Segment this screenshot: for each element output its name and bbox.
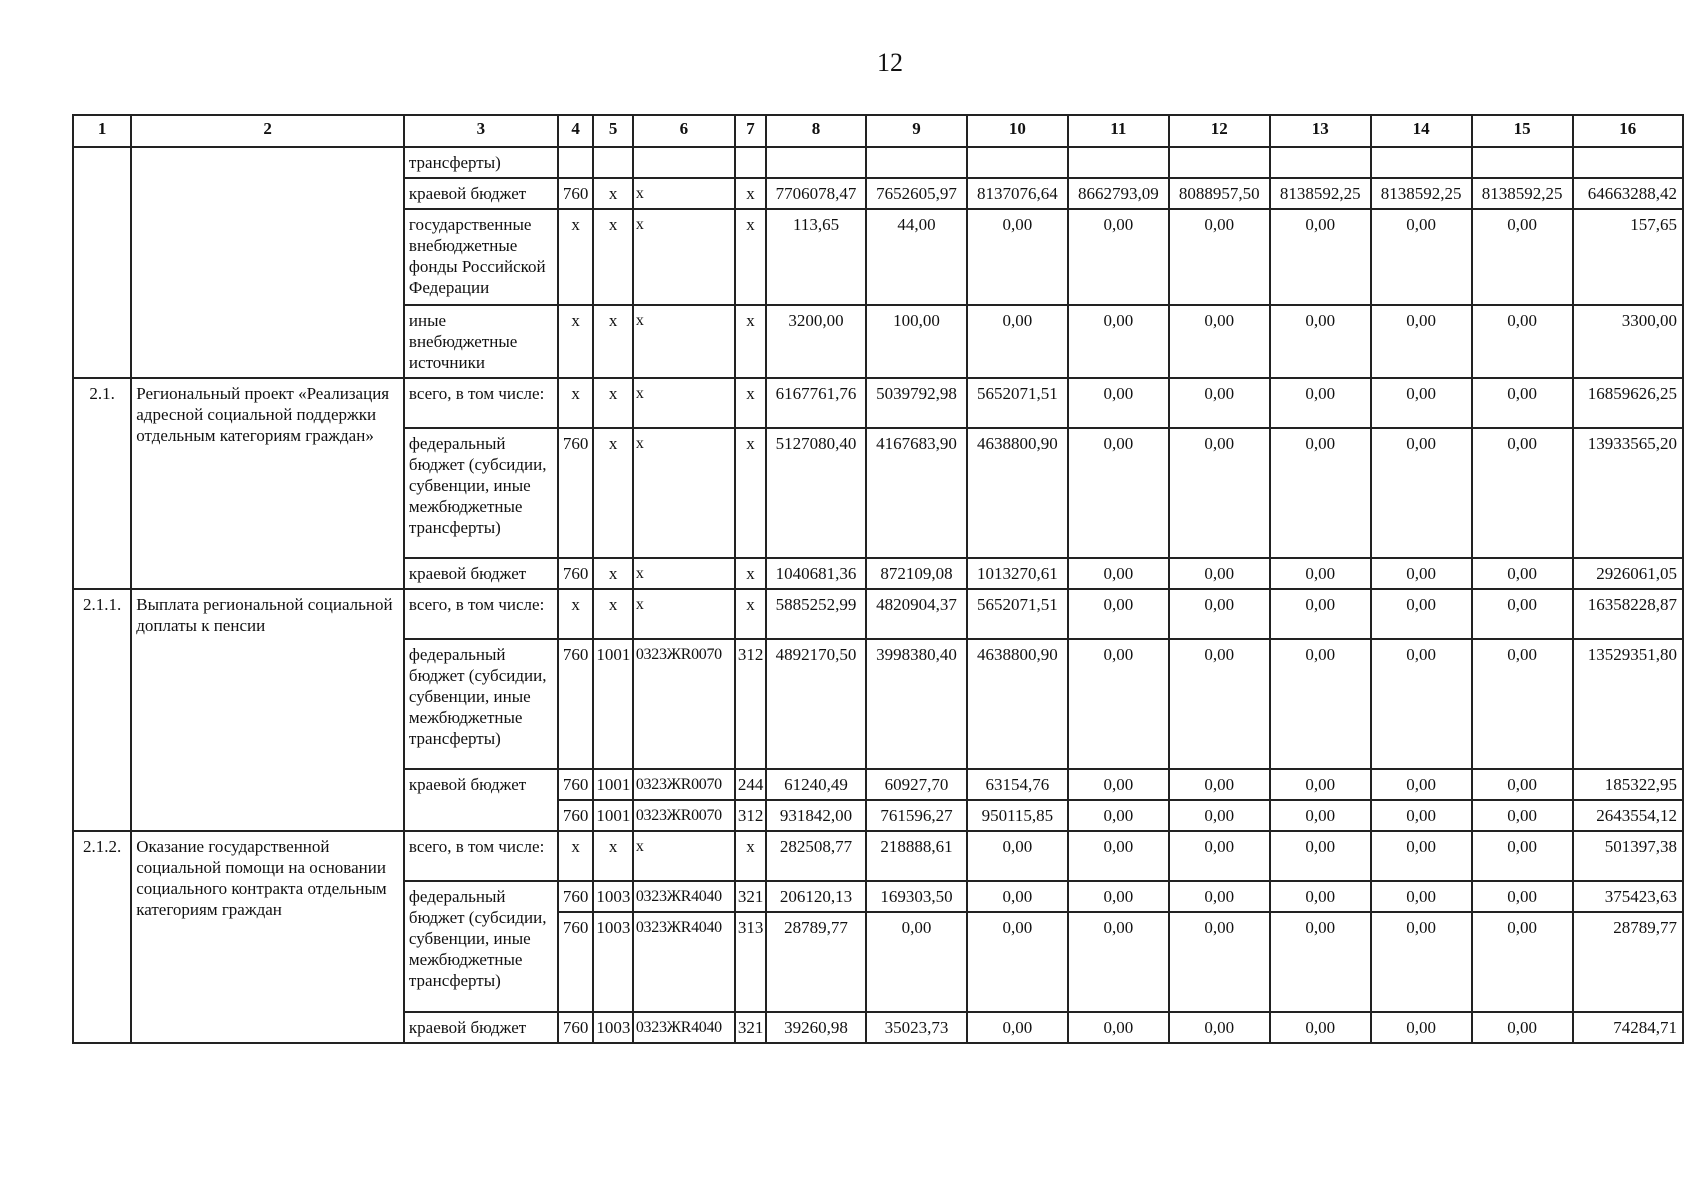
year-value-cell bbox=[766, 147, 866, 178]
year-value-cell: 4892170,50 bbox=[766, 639, 866, 769]
target-article-cell: 0323ЖR4040 bbox=[633, 881, 735, 912]
year-value-cell: 0,00 bbox=[967, 831, 1068, 881]
year-value-cell: 0,00 bbox=[1270, 831, 1371, 881]
grbs-code-cell: 760 bbox=[558, 1012, 593, 1043]
column-header-3: 3 bbox=[404, 115, 558, 147]
year-value-cell: 0,00 bbox=[1371, 831, 1472, 881]
year-value-cell bbox=[1068, 147, 1169, 178]
year-value-cell: 0,00 bbox=[1371, 305, 1472, 378]
year-value-cell: 0,00 bbox=[1068, 558, 1169, 589]
column-header-12: 12 bbox=[1169, 115, 1270, 147]
table-row bbox=[73, 378, 1683, 428]
year-value-cell: 0,00 bbox=[967, 209, 1068, 305]
year-value-cell: 218888,61 bbox=[866, 831, 967, 881]
year-value-cell: 8138592,25 bbox=[1472, 178, 1573, 209]
grbs-code-cell: 760 bbox=[558, 639, 593, 769]
year-value-cell: 0,00 bbox=[1169, 912, 1270, 1012]
year-value-cell: 0,00 bbox=[1371, 209, 1472, 305]
year-value-cell: 8137076,64 bbox=[967, 178, 1068, 209]
year-value-cell: 761596,27 bbox=[866, 800, 967, 831]
target-article-cell: 0323ЖR0070 bbox=[633, 800, 735, 831]
year-value-cell: 35023,73 bbox=[866, 1012, 967, 1043]
funding-source-cell: краевой бюджет bbox=[404, 558, 558, 589]
expense-type-cell: х bbox=[735, 178, 766, 209]
year-value-cell: 100,00 bbox=[866, 305, 967, 378]
column-header-15: 15 bbox=[1472, 115, 1573, 147]
year-value-cell: 61240,49 bbox=[766, 769, 866, 800]
column-header-8: 8 bbox=[766, 115, 866, 147]
year-value-cell: 1013270,61 bbox=[967, 558, 1068, 589]
year-value-cell: 5039792,98 bbox=[866, 378, 967, 428]
expense-type-cell: х bbox=[735, 831, 766, 881]
item-name-cell: Региональный проект «Реализация адресной социальной поддержки отдельным категориям граждан» bbox=[131, 378, 404, 589]
year-value-cell: 0,00 bbox=[1371, 881, 1472, 912]
grbs-code-cell: 760 bbox=[558, 428, 593, 558]
year-value-cell: 0,00 bbox=[1068, 589, 1169, 639]
expense-type-cell: 312 bbox=[735, 639, 766, 769]
year-value-cell: 0,00 bbox=[1472, 558, 1573, 589]
column-header-2: 2 bbox=[131, 115, 404, 147]
year-value-cell: 0,00 bbox=[1472, 831, 1573, 881]
column-header-10: 10 bbox=[967, 115, 1068, 147]
funding-source-cell: государственные внебюджетные фонды Российской Федерации bbox=[404, 209, 558, 305]
row-number-cell: 2.1.2. bbox=[73, 831, 131, 1043]
item-name-cell: Выплата региональной социальной доплаты к пенсии bbox=[131, 589, 404, 831]
target-article-cell: х bbox=[633, 178, 735, 209]
grbs-code-cell: 760 bbox=[558, 178, 593, 209]
total-value-cell: 185322,95 bbox=[1573, 769, 1683, 800]
year-value-cell: 63154,76 bbox=[967, 769, 1068, 800]
year-value-cell: 0,00 bbox=[1169, 305, 1270, 378]
row-number-cell: 2.1. bbox=[73, 378, 131, 589]
year-value-cell: 0,00 bbox=[1270, 912, 1371, 1012]
expense-type-cell: х bbox=[735, 305, 766, 378]
expense-type-cell: 313 bbox=[735, 912, 766, 1012]
year-value-cell: 28789,77 bbox=[766, 912, 866, 1012]
total-value-cell: 375423,63 bbox=[1573, 881, 1683, 912]
total-value-cell: 13933565,20 bbox=[1573, 428, 1683, 558]
header-row bbox=[73, 115, 1683, 147]
year-value-cell: 8088957,50 bbox=[1169, 178, 1270, 209]
funding-source-cell: трансферты) bbox=[404, 147, 558, 178]
year-value-cell bbox=[1270, 147, 1371, 178]
target-article-cell: 0323ЖR0070 bbox=[633, 769, 735, 800]
column-header-5: 5 bbox=[593, 115, 633, 147]
year-value-cell: 0,00 bbox=[866, 912, 967, 1012]
table-row bbox=[73, 831, 1683, 881]
year-value-cell: 0,00 bbox=[1169, 589, 1270, 639]
column-header-9: 9 bbox=[866, 115, 967, 147]
year-value-cell: 5127080,40 bbox=[766, 428, 866, 558]
target-article-cell: 0323ЖR4040 bbox=[633, 1012, 735, 1043]
column-header-6: 6 bbox=[633, 115, 735, 147]
funding-source-cell: всего, в том числе: bbox=[404, 831, 558, 881]
year-value-cell: 4820904,37 bbox=[866, 589, 967, 639]
row-number-cell bbox=[73, 147, 131, 378]
section-code-cell: х bbox=[593, 178, 633, 209]
funding-source-cell: иные внебюджетные источники bbox=[404, 305, 558, 378]
year-value-cell: 282508,77 bbox=[766, 831, 866, 881]
year-value-cell: 0,00 bbox=[1371, 589, 1472, 639]
year-value-cell: 0,00 bbox=[1068, 769, 1169, 800]
year-value-cell: 0,00 bbox=[967, 1012, 1068, 1043]
year-value-cell: 3998380,40 bbox=[866, 639, 967, 769]
year-value-cell: 0,00 bbox=[1169, 558, 1270, 589]
grbs-code-cell: х bbox=[558, 589, 593, 639]
column-header-11: 11 bbox=[1068, 115, 1169, 147]
year-value-cell: 0,00 bbox=[1169, 881, 1270, 912]
year-value-cell: 0,00 bbox=[1068, 881, 1169, 912]
year-value-cell: 0,00 bbox=[1270, 558, 1371, 589]
year-value-cell: 0,00 bbox=[1169, 428, 1270, 558]
budget-table-wrapper bbox=[72, 114, 1684, 1044]
grbs-code-cell: х bbox=[558, 305, 593, 378]
section-code-cell: х bbox=[593, 831, 633, 881]
grbs-code-cell bbox=[558, 147, 593, 178]
year-value-cell: 8138592,25 bbox=[1270, 178, 1371, 209]
section-code-cell: х bbox=[593, 589, 633, 639]
total-value-cell: 3300,00 bbox=[1573, 305, 1683, 378]
year-value-cell: 60927,70 bbox=[866, 769, 967, 800]
year-value-cell: 0,00 bbox=[1169, 800, 1270, 831]
expense-type-cell: х bbox=[735, 378, 766, 428]
year-value-cell: 0,00 bbox=[1270, 769, 1371, 800]
year-value-cell: 0,00 bbox=[1068, 912, 1169, 1012]
funding-source-cell: краевой бюджет bbox=[404, 178, 558, 209]
section-code-cell: 1001 bbox=[593, 800, 633, 831]
expense-type-cell: 244 bbox=[735, 769, 766, 800]
total-value-cell: 2643554,12 bbox=[1573, 800, 1683, 831]
funding-source-cell: краевой бюджет bbox=[404, 769, 558, 831]
target-article-cell: х bbox=[633, 589, 735, 639]
target-article-cell: х bbox=[633, 831, 735, 881]
year-value-cell: 113,65 bbox=[766, 209, 866, 305]
year-value-cell: 0,00 bbox=[1472, 800, 1573, 831]
year-value-cell bbox=[1472, 147, 1573, 178]
year-value-cell: 0,00 bbox=[1270, 378, 1371, 428]
year-value-cell: 0,00 bbox=[1371, 800, 1472, 831]
year-value-cell: 206120,13 bbox=[766, 881, 866, 912]
year-value-cell bbox=[1371, 147, 1472, 178]
year-value-cell: 6167761,76 bbox=[766, 378, 866, 428]
section-code-cell: 1003 bbox=[593, 1012, 633, 1043]
column-header-14: 14 bbox=[1371, 115, 1472, 147]
year-value-cell: 4638800,90 bbox=[967, 428, 1068, 558]
year-value-cell: 0,00 bbox=[1472, 378, 1573, 428]
grbs-code-cell: 760 bbox=[558, 912, 593, 1012]
total-value-cell: 13529351,80 bbox=[1573, 639, 1683, 769]
total-value-cell: 2926061,05 bbox=[1573, 558, 1683, 589]
year-value-cell: 169303,50 bbox=[866, 881, 967, 912]
section-code-cell: 1003 bbox=[593, 912, 633, 1012]
column-header-13: 13 bbox=[1270, 115, 1371, 147]
section-code-cell: х bbox=[593, 209, 633, 305]
year-value-cell: 931842,00 bbox=[766, 800, 866, 831]
target-article-cell: х bbox=[633, 558, 735, 589]
target-article-cell: х bbox=[633, 209, 735, 305]
budget-table bbox=[72, 114, 1684, 1044]
grbs-code-cell: х bbox=[558, 378, 593, 428]
expense-type-cell: х bbox=[735, 428, 766, 558]
year-value-cell: 0,00 bbox=[1270, 1012, 1371, 1043]
expense-type-cell bbox=[735, 147, 766, 178]
grbs-code-cell: 760 bbox=[558, 769, 593, 800]
year-value-cell: 0,00 bbox=[1472, 209, 1573, 305]
target-article-cell: х bbox=[633, 305, 735, 378]
year-value-cell: 0,00 bbox=[967, 881, 1068, 912]
year-value-cell: 0,00 bbox=[1068, 1012, 1169, 1043]
year-value-cell: 0,00 bbox=[1169, 769, 1270, 800]
year-value-cell: 0,00 bbox=[1068, 428, 1169, 558]
target-article-cell: 0323ЖR0070 bbox=[633, 639, 735, 769]
year-value-cell: 872109,08 bbox=[866, 558, 967, 589]
year-value-cell: 8662793,09 bbox=[1068, 178, 1169, 209]
year-value-cell: 0,00 bbox=[1371, 639, 1472, 769]
year-value-cell bbox=[1169, 147, 1270, 178]
year-value-cell: 0,00 bbox=[1371, 558, 1472, 589]
year-value-cell: 0,00 bbox=[1169, 209, 1270, 305]
year-value-cell: 44,00 bbox=[866, 209, 967, 305]
column-header-1: 1 bbox=[73, 115, 131, 147]
column-header-4: 4 bbox=[558, 115, 593, 147]
year-value-cell: 0,00 bbox=[1068, 831, 1169, 881]
section-code-cell: х bbox=[593, 558, 633, 589]
year-value-cell: 0,00 bbox=[1169, 378, 1270, 428]
year-value-cell: 0,00 bbox=[1169, 639, 1270, 769]
year-value-cell: 5652071,51 bbox=[967, 378, 1068, 428]
total-value-cell bbox=[1573, 147, 1683, 178]
row-number-cell: 2.1.1. bbox=[73, 589, 131, 831]
grbs-code-cell: х bbox=[558, 209, 593, 305]
section-code-cell: 1003 bbox=[593, 881, 633, 912]
year-value-cell: 0,00 bbox=[1371, 1012, 1472, 1043]
table-row bbox=[73, 589, 1683, 639]
column-header-16: 16 bbox=[1573, 115, 1683, 147]
year-value-cell: 5885252,99 bbox=[766, 589, 866, 639]
year-value-cell: 4167683,90 bbox=[866, 428, 967, 558]
year-value-cell: 0,00 bbox=[1472, 769, 1573, 800]
expense-type-cell: 312 bbox=[735, 800, 766, 831]
funding-source-cell: федеральный бюджет (субсидии, субвенции, иные межбюджетные трансферты) bbox=[404, 881, 558, 1012]
year-value-cell: 0,00 bbox=[1270, 881, 1371, 912]
year-value-cell: 0,00 bbox=[1270, 428, 1371, 558]
year-value-cell: 8138592,25 bbox=[1371, 178, 1472, 209]
year-value-cell: 0,00 bbox=[1371, 912, 1472, 1012]
expense-type-cell: х bbox=[735, 558, 766, 589]
year-value-cell: 0,00 bbox=[1371, 428, 1472, 558]
table-row bbox=[73, 147, 1683, 178]
year-value-cell: 5652071,51 bbox=[967, 589, 1068, 639]
page-number: 12 bbox=[877, 48, 903, 77]
year-value-cell: 4638800,90 bbox=[967, 639, 1068, 769]
year-value-cell: 0,00 bbox=[967, 305, 1068, 378]
column-header-7: 7 bbox=[735, 115, 766, 147]
funding-source-cell: краевой бюджет bbox=[404, 1012, 558, 1043]
year-value-cell: 7652605,97 bbox=[866, 178, 967, 209]
year-value-cell: 3200,00 bbox=[766, 305, 866, 378]
year-value-cell: 0,00 bbox=[1472, 639, 1573, 769]
year-value-cell: 0,00 bbox=[1270, 209, 1371, 305]
funding-source-cell: федеральный бюджет (субсидии, субвенции, иные межбюджетные трансферты) bbox=[404, 428, 558, 558]
year-value-cell: 0,00 bbox=[1270, 639, 1371, 769]
total-value-cell: 74284,71 bbox=[1573, 1012, 1683, 1043]
year-value-cell: 0,00 bbox=[1068, 800, 1169, 831]
year-value-cell: 0,00 bbox=[1270, 800, 1371, 831]
year-value-cell bbox=[967, 147, 1068, 178]
target-article-cell: х bbox=[633, 378, 735, 428]
grbs-code-cell: 760 bbox=[558, 800, 593, 831]
funding-source-cell: федеральный бюджет (субсидии, субвенции, иные межбюджетные трансферты) bbox=[404, 639, 558, 769]
year-value-cell: 0,00 bbox=[1472, 305, 1573, 378]
year-value-cell: 0,00 bbox=[1068, 305, 1169, 378]
expense-type-cell: 321 bbox=[735, 1012, 766, 1043]
section-code-cell: 1001 bbox=[593, 769, 633, 800]
year-value-cell: 7706078,47 bbox=[766, 178, 866, 209]
section-code-cell: х bbox=[593, 305, 633, 378]
year-value-cell: 0,00 bbox=[1270, 305, 1371, 378]
section-code-cell: х bbox=[593, 428, 633, 558]
year-value-cell: 0,00 bbox=[1472, 428, 1573, 558]
year-value-cell: 0,00 bbox=[1169, 1012, 1270, 1043]
year-value-cell: 0,00 bbox=[1472, 589, 1573, 639]
total-value-cell: 501397,38 bbox=[1573, 831, 1683, 881]
total-value-cell: 16859626,25 bbox=[1573, 378, 1683, 428]
grbs-code-cell: 760 bbox=[558, 881, 593, 912]
year-value-cell: 0,00 bbox=[1068, 639, 1169, 769]
table-body bbox=[73, 147, 1683, 1043]
total-value-cell: 64663288,42 bbox=[1573, 178, 1683, 209]
target-article-cell bbox=[633, 147, 735, 178]
item-name-cell: Оказание государственной социальной помощи на основании социального контракта отдельным категориям граждан bbox=[131, 831, 404, 1043]
year-value-cell: 0,00 bbox=[1472, 912, 1573, 1012]
grbs-code-cell: 760 bbox=[558, 558, 593, 589]
total-value-cell: 16358228,87 bbox=[1573, 589, 1683, 639]
funding-source-cell: всего, в том числе: bbox=[404, 378, 558, 428]
year-value-cell: 0,00 bbox=[1068, 209, 1169, 305]
section-code-cell: 1001 bbox=[593, 639, 633, 769]
section-code-cell bbox=[593, 147, 633, 178]
year-value-cell: 0,00 bbox=[967, 912, 1068, 1012]
total-value-cell: 28789,77 bbox=[1573, 912, 1683, 1012]
funding-source-cell: всего, в том числе: bbox=[404, 589, 558, 639]
year-value-cell: 0,00 bbox=[1169, 831, 1270, 881]
year-value-cell: 0,00 bbox=[1270, 589, 1371, 639]
year-value-cell: 0,00 bbox=[1068, 378, 1169, 428]
year-value-cell: 0,00 bbox=[1472, 1012, 1573, 1043]
section-code-cell: х bbox=[593, 378, 633, 428]
year-value-cell: 0,00 bbox=[1472, 881, 1573, 912]
year-value-cell: 0,00 bbox=[1371, 378, 1472, 428]
item-name-cell bbox=[131, 147, 404, 378]
target-article-cell: х bbox=[633, 428, 735, 558]
grbs-code-cell: х bbox=[558, 831, 593, 881]
year-value-cell: 39260,98 bbox=[766, 1012, 866, 1043]
year-value-cell: 0,00 bbox=[1371, 769, 1472, 800]
year-value-cell: 1040681,36 bbox=[766, 558, 866, 589]
expense-type-cell: х bbox=[735, 209, 766, 305]
year-value-cell: 950115,85 bbox=[967, 800, 1068, 831]
target-article-cell: 0323ЖR4040 bbox=[633, 912, 735, 1012]
total-value-cell: 157,65 bbox=[1573, 209, 1683, 305]
expense-type-cell: 321 bbox=[735, 881, 766, 912]
year-value-cell bbox=[866, 147, 967, 178]
expense-type-cell: х bbox=[735, 589, 766, 639]
